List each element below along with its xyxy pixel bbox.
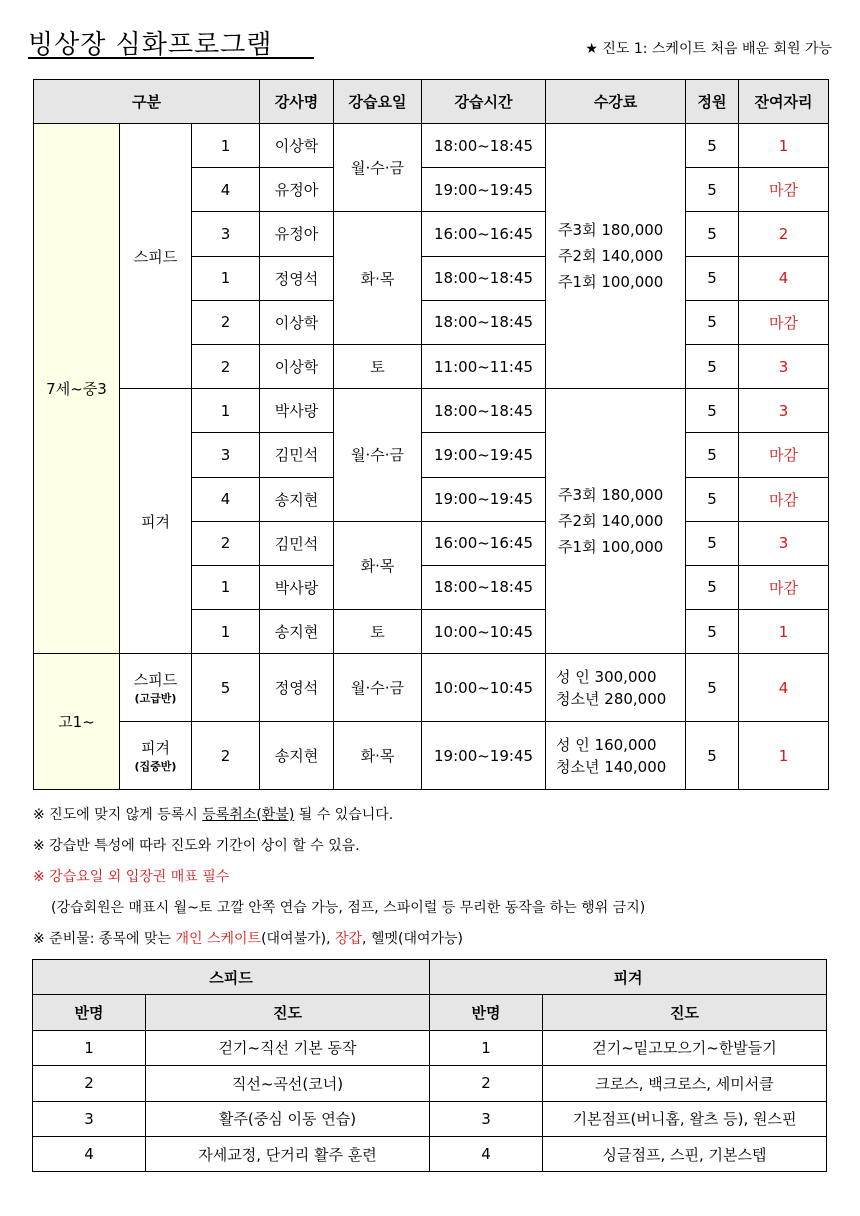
fee-line: 주1회 100,000	[558, 538, 664, 557]
instructor-cell: 이상학	[260, 344, 334, 388]
day-cell: 월·수·금	[334, 654, 422, 722]
col-class: 반명	[430, 995, 543, 1030]
remaining-cell: 마감	[739, 477, 829, 521]
program-sublabel: (고급반)	[134, 692, 177, 706]
remaining-cell: 1	[739, 124, 829, 168]
remaining-cell: 마감	[739, 565, 829, 609]
remaining-cell: 마감	[739, 433, 829, 477]
remaining-cell: 1	[739, 610, 829, 654]
table-row	[33, 1101, 827, 1136]
remaining-cell: 1	[739, 722, 829, 790]
instructor-cell: 유정아	[260, 168, 334, 212]
instructor-cell: 김민석	[260, 433, 334, 477]
day-cell: 화·목	[334, 722, 422, 790]
program-speed: 스피드	[120, 124, 192, 389]
class-cell: 4	[430, 1136, 543, 1171]
note-text: ※ 진도에 맞지 않게 등록시	[33, 807, 203, 823]
progress-table	[32, 959, 827, 1172]
day-cell: 토	[334, 610, 422, 654]
header-instructor: 강사명	[260, 80, 334, 124]
capacity-cell: 5	[686, 256, 739, 300]
fee-cell-senior	[546, 654, 686, 722]
day-cell: 월·수·금	[334, 389, 422, 522]
page-header	[28, 24, 832, 64]
title-underline	[28, 57, 314, 59]
progress-cell: 직선~곡선(코너)	[146, 1066, 430, 1101]
note-line	[33, 924, 833, 955]
notes-section	[33, 800, 833, 955]
class-cell: 2	[33, 1066, 146, 1101]
note-emphasis: 장갑	[334, 931, 363, 947]
time-cell: 16:00~16:45	[422, 212, 546, 256]
day-cell: 화·목	[334, 521, 422, 609]
remaining-cell: 3	[739, 344, 829, 388]
time-cell: 10:00~10:45	[422, 654, 546, 722]
fee-line: 성 인 300,000	[556, 667, 657, 686]
note-text: 될 수 있습니다.	[294, 807, 394, 823]
level-cell: 1	[192, 124, 260, 168]
note-text: (대여불가),	[261, 931, 335, 947]
note-text: , 헬멧(대여가능)	[362, 931, 464, 947]
remaining-cell: 2	[739, 212, 829, 256]
header-remaining: 잔여자리	[739, 80, 829, 124]
time-cell: 19:00~19:45	[422, 477, 546, 521]
table-row	[33, 960, 827, 995]
class-cell: 3	[33, 1101, 146, 1136]
fee-line: 성 인 160,000	[556, 735, 657, 754]
fee-line: 청소년 280,000	[556, 689, 667, 708]
time-cell: 18:00~18:45	[422, 256, 546, 300]
level-cell: 3	[192, 212, 260, 256]
level-cell: 2	[192, 344, 260, 388]
table-row	[34, 124, 829, 168]
note-emphasis: 등록취소(환불)	[202, 807, 295, 823]
note-line: (강습회원은 매표시 월~토 고깔 안쪽 연습 가능, 점프, 스파이럴 등 무리한 동작을 하는 행위 금지)	[51, 900, 646, 916]
table-row	[33, 1136, 827, 1171]
time-cell: 19:00~19:45	[422, 433, 546, 477]
col-progress: 진도	[146, 995, 430, 1030]
note-emphasis: 개인 스케이트	[175, 931, 262, 947]
age-group-senior: 고1~	[34, 654, 120, 790]
instructor-cell: 이상학	[260, 124, 334, 168]
day-cell: 토	[334, 344, 422, 388]
level-cell: 2	[192, 300, 260, 344]
level-cell: 4	[192, 168, 260, 212]
class-cell: 2	[430, 1066, 543, 1101]
time-cell: 16:00~16:45	[422, 521, 546, 565]
instructor-cell: 박사랑	[260, 565, 334, 609]
level-cell: 2	[192, 521, 260, 565]
instructor-cell: 송지현	[260, 477, 334, 521]
progress-figure-title: 피겨	[430, 960, 827, 995]
header-capacity: 정원	[686, 80, 739, 124]
program-label: 피겨	[141, 739, 170, 758]
fee-line: 청소년 140,000	[556, 757, 667, 776]
capacity-cell: 5	[686, 521, 739, 565]
remaining-cell: 3	[739, 389, 829, 433]
progress-cell: 활주(중심 이동 연습)	[146, 1101, 430, 1136]
level-cell: 1	[192, 256, 260, 300]
progress-cell: 걷기~직선 기본 동작	[146, 1030, 430, 1065]
class-cell: 1	[33, 1030, 146, 1065]
capacity-cell: 5	[686, 389, 739, 433]
fee-line: 주2회 140,000	[558, 512, 664, 531]
fee-line: 주2회 140,000	[558, 247, 664, 266]
col-class: 반명	[33, 995, 146, 1030]
capacity-cell: 5	[686, 610, 739, 654]
table-row	[34, 389, 829, 433]
fee-cell-figure	[546, 389, 686, 654]
capacity-cell: 5	[686, 477, 739, 521]
note-text: ※ 준비물: 종목에 맞는	[33, 931, 176, 947]
day-cell: 화·목	[334, 212, 422, 345]
note-line: ※ 강습반 특성에 따라 진도와 기간이 상이 할 수 있음.	[33, 838, 360, 854]
program-sublabel: (집중반)	[134, 760, 177, 774]
class-cell: 3	[430, 1101, 543, 1136]
capacity-cell: 5	[686, 168, 739, 212]
level-cell: 1	[192, 389, 260, 433]
progress-cell: 싱글점프, 스핀, 기본스텝	[543, 1136, 827, 1171]
level-cell: 5	[192, 654, 260, 722]
header-category: 구분	[34, 80, 260, 124]
note-line-warning: ※ 강습요일 외 입장권 매표 필수	[33, 869, 230, 885]
instructor-cell: 정영석	[260, 256, 334, 300]
level-note: ★ 진도 1: 스케이트 처음 배운 회원 가능	[585, 41, 832, 57]
page-title: 빙상장 심화프로그램	[28, 30, 273, 60]
instructor-cell: 유정아	[260, 212, 334, 256]
header-fee: 수강료	[546, 80, 686, 124]
time-cell: 18:00~18:45	[422, 124, 546, 168]
fee-line: 주1회 100,000	[558, 273, 664, 292]
class-cell: 1	[430, 1030, 543, 1065]
program-senior-speed	[120, 654, 192, 722]
time-cell: 18:00~18:45	[422, 300, 546, 344]
remaining-cell: 4	[739, 256, 829, 300]
table-row	[34, 654, 829, 722]
time-cell: 18:00~18:45	[422, 565, 546, 609]
class-cell: 4	[33, 1136, 146, 1171]
capacity-cell: 5	[686, 344, 739, 388]
col-progress: 진도	[543, 995, 827, 1030]
progress-cell: 기본점프(버니홉, 왈츠 등), 원스핀	[543, 1101, 827, 1136]
instructor-cell: 송지현	[260, 722, 334, 790]
table-row	[33, 995, 827, 1030]
capacity-cell: 5	[686, 212, 739, 256]
level-cell: 3	[192, 433, 260, 477]
progress-cell: 자세교정, 단거리 활주 훈련	[146, 1136, 430, 1171]
capacity-cell: 5	[686, 124, 739, 168]
level-cell: 4	[192, 477, 260, 521]
remaining-cell: 마감	[739, 168, 829, 212]
instructor-cell: 박사랑	[260, 389, 334, 433]
time-cell: 10:00~10:45	[422, 610, 546, 654]
capacity-cell: 5	[686, 433, 739, 477]
capacity-cell: 5	[686, 300, 739, 344]
progress-cell: 걷기~밑고모으기~한발들기	[543, 1030, 827, 1065]
instructor-cell: 송지현	[260, 610, 334, 654]
program-figure: 피겨	[120, 389, 192, 654]
table-row	[33, 1066, 827, 1101]
capacity-cell: 5	[686, 722, 739, 790]
day-cell: 월·수·금	[334, 124, 422, 212]
age-group-junior: 7세~중3	[34, 124, 120, 654]
table-row	[33, 1030, 827, 1065]
instructor-cell: 김민석	[260, 521, 334, 565]
fee-line: 주3회 180,000	[558, 486, 664, 505]
table-row	[34, 722, 829, 790]
time-cell: 19:00~19:45	[422, 722, 546, 790]
progress-cell: 크로스, 백크로스, 세미서클	[543, 1066, 827, 1101]
progress-speed-title: 스피드	[33, 960, 430, 995]
instructor-cell: 이상학	[260, 300, 334, 344]
time-cell: 11:00~11:45	[422, 344, 546, 388]
time-cell: 19:00~19:45	[422, 168, 546, 212]
program-label: 스피드	[133, 671, 178, 690]
header-day: 강습요일	[334, 80, 422, 124]
program-senior-figure	[120, 722, 192, 790]
instructor-cell: 정영석	[260, 654, 334, 722]
fee-cell-speed	[546, 124, 686, 389]
level-cell: 1	[192, 565, 260, 609]
level-cell: 1	[192, 610, 260, 654]
fee-cell-senior	[546, 722, 686, 790]
time-cell: 18:00~18:45	[422, 389, 546, 433]
header-time: 강습시간	[422, 80, 546, 124]
note-line	[33, 800, 833, 831]
capacity-cell: 5	[686, 565, 739, 609]
remaining-cell: 3	[739, 521, 829, 565]
fee-line: 주3회 180,000	[558, 221, 664, 240]
remaining-cell: 마감	[739, 300, 829, 344]
remaining-cell: 4	[739, 654, 829, 722]
capacity-cell: 5	[686, 654, 739, 722]
level-cell: 2	[192, 722, 260, 790]
schedule-table	[33, 79, 829, 790]
